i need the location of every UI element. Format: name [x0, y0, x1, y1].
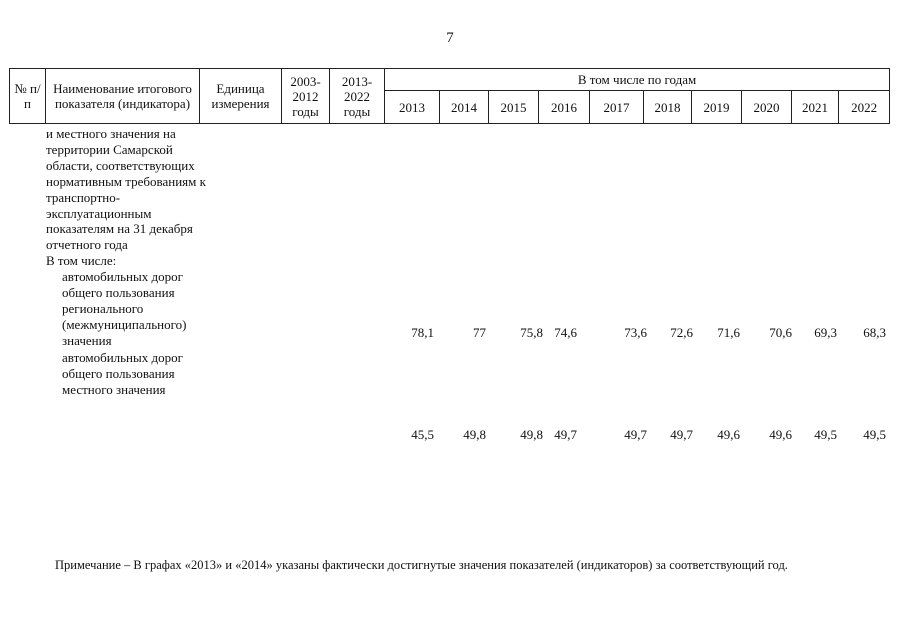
- header-year: 2020: [742, 91, 792, 124]
- page-number: 7: [446, 30, 454, 46]
- row-label-regional-roads: автомобильных дорог общего пользования регионального (межмуниципального) значения: [62, 269, 187, 348]
- header-year: 2014: [440, 91, 489, 124]
- table-row-regional-roads: [0, 325, 905, 341]
- table-row-local-roads: [0, 427, 905, 443]
- value-cell: 73,6: [624, 325, 647, 340]
- value-cell: 49,7: [554, 427, 577, 442]
- value-cell: 68,3: [863, 325, 886, 340]
- value-cell: 77: [473, 325, 486, 340]
- value-cell: 49,7: [624, 427, 647, 442]
- header-num: № п/п: [10, 69, 46, 124]
- value-cell: 49,5: [863, 427, 886, 442]
- value-cell: 49,7: [670, 427, 693, 442]
- value-cell: 75,8: [520, 325, 543, 340]
- header-by-years: В том числе по годам: [385, 69, 890, 91]
- header-name: Наименование итогового показателя (индикатора): [46, 69, 200, 124]
- table-note: Примечание – В графах «2013» и «2014» указаны фактически достигнутые значения показателей (индикаторов) за соответствующий год.: [55, 558, 788, 572]
- indicator-name-cell: [46, 126, 206, 397]
- continuation-text: и местного значения на территории Самарской области, соответствующих нормативным требованиям к транспортно-эксплуатационным показателям на 31 декабря отчетного года: [46, 126, 206, 253]
- value-cell: 49,8: [520, 427, 543, 442]
- in-that-number-label: В том числе:: [46, 253, 117, 269]
- value-cell: 69,3: [814, 325, 837, 340]
- header-year: 2017: [590, 91, 644, 124]
- header-year: 2016: [539, 91, 590, 124]
- header-year: 2015: [489, 91, 539, 124]
- value-cell: 49,8: [463, 427, 486, 442]
- value-cell: 72,6: [670, 325, 693, 340]
- header-period-2013-2022: 2013-2022 годы: [330, 69, 385, 124]
- value-cell: 49,5: [814, 427, 837, 442]
- value-cell: 74,6: [554, 325, 577, 340]
- row-label-local-roads: автомобильных дорог общего пользования местного значения: [62, 349, 183, 397]
- header-year: 2018: [644, 91, 692, 124]
- value-cell: 49,6: [769, 427, 792, 442]
- value-cell: 70,6: [769, 325, 792, 340]
- value-cell: 78,1: [411, 325, 434, 340]
- indicator-table: [9, 68, 890, 124]
- header-period-2003-2012: 2003-2012 годы: [282, 69, 330, 124]
- value-cell: 45,5: [411, 427, 434, 442]
- header-year: 2013: [385, 91, 440, 124]
- value-cell: 49,6: [717, 427, 740, 442]
- header-year: 2021: [792, 91, 839, 124]
- header-year: 2019: [692, 91, 742, 124]
- header-year: 2022: [839, 91, 890, 124]
- header-unit: Единица измерения: [200, 69, 282, 124]
- value-cell: 71,6: [717, 325, 740, 340]
